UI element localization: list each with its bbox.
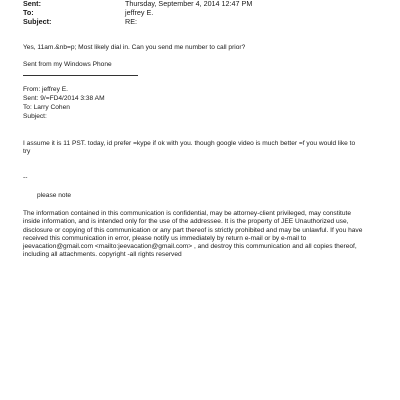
sent-row — [23, 0, 252, 8]
disclaimer-line: The information contained in this communication is confidential, may be attorney-client privileged, may constitute — [23, 210, 352, 217]
dash-separator: -- — [23, 174, 28, 181]
reply-message: Yes, 11am.&nb=p; Most likely dial in. Can you send me number to call prior? — [23, 44, 246, 51]
disclaimer-line: inside information, and is intended only for the use of the addressee. It is the property of JEE Unauthorized use, — [23, 218, 349, 226]
quoted-from: From: jeffrey E. — [23, 86, 68, 93]
quoted-message-line: try — [23, 148, 31, 156]
subject-value: RE: — [125, 17, 137, 26]
quoted-message — [23, 140, 379, 157]
to-label: To: — [23, 8, 34, 17]
separator-line — [23, 75, 138, 76]
quoted-to: To: Larry Cohen — [23, 104, 70, 111]
subject-label: Subject: — [23, 17, 52, 26]
to-value: jeffrey E. — [125, 8, 154, 17]
sent-label: Sent: — [23, 0, 41, 8]
disclaimer-line: disclosure or copying of this communication or any part thereof is strictly prohibited and may be unlawful. If you have — [23, 226, 363, 234]
quoted-subject: Subject: — [23, 113, 47, 120]
disclaimer — [23, 210, 379, 260]
sent-value: Thursday, September 4, 2014 12:47 PM — [125, 0, 253, 8]
quoted-message-line: I assume it is 11 PST. today, id prefer =kype if ok with you. though google video is much better =f you would like to — [23, 140, 356, 147]
signature: Sent from my Windows Phone — [23, 61, 112, 68]
disclaimer-line: received this communication in error, please notify us immediately by return e-mail or by e-mail to — [23, 234, 307, 242]
subject-row — [23, 17, 137, 26]
disclaimer-line: including all attachments. copyright -all rights reserved — [23, 251, 182, 259]
please-note: please note — [37, 192, 72, 199]
quoted-sent: Sent: 9/=FD4/2014 3:38 AM — [23, 95, 105, 102]
to-row — [23, 8, 153, 17]
disclaimer-line: jeevacation@gmail.com <mailto:jeevacation@gmail.com> , and destroy this communication and all copies thereof, — [23, 243, 357, 251]
